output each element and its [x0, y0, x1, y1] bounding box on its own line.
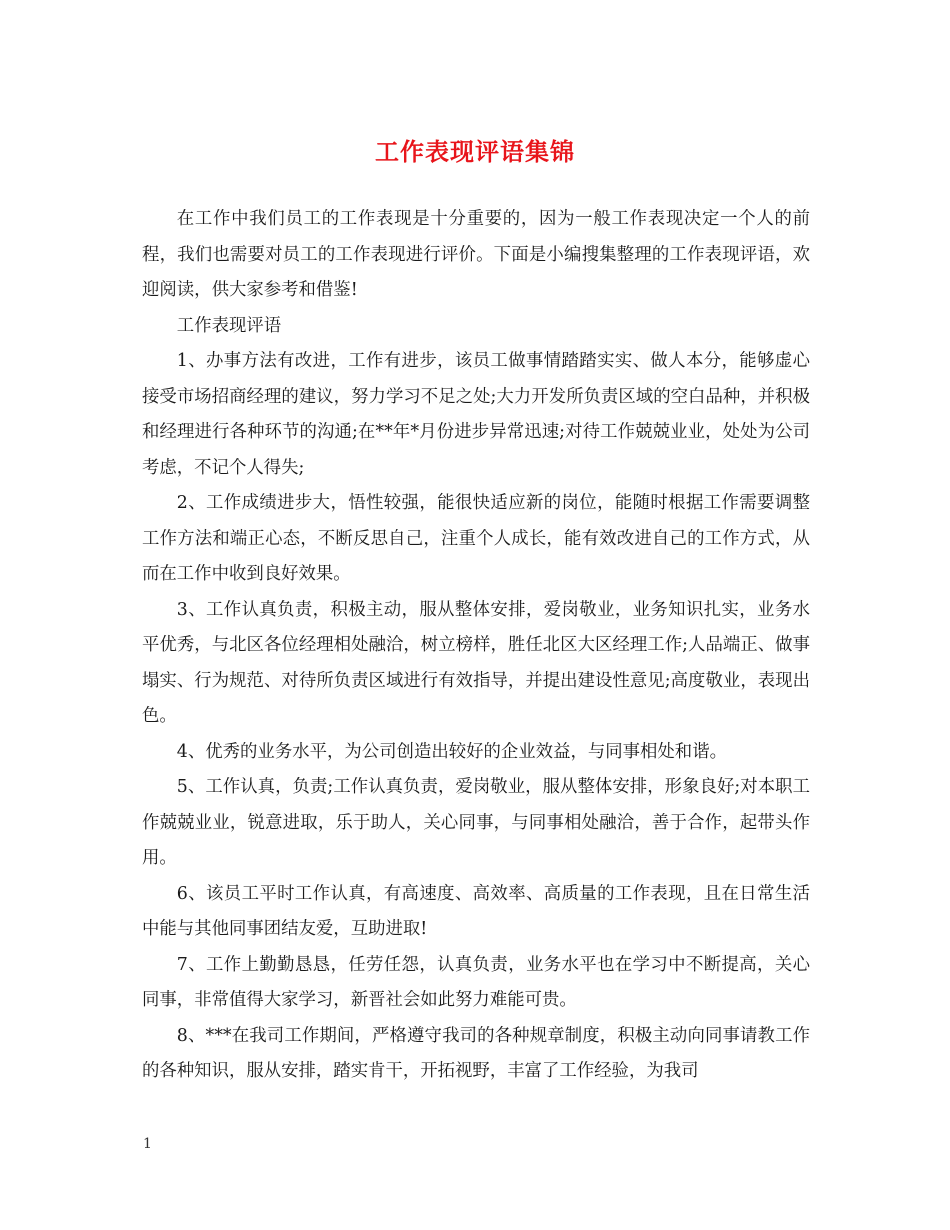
comment-paragraph-2: 2、工作成绩进步大，悟性较强，能很快适应新的岗位，能随时根据工作需要调整工作方法和端正心态，不断反思自己，注重个人成长，能有效改进自己的工作方式，从而在工作中收到良好效果。	[142, 493, 810, 584]
section-heading: 工作表现评语	[176, 315, 282, 336]
comment-paragraph-8: 8、***在我司工作期间，严格遵守我司的各种规章制度，积极主动向同事请教工作的各种知识，服从安排，踏实肯干，开拓视野，丰富了工作经验，为我司	[142, 1025, 810, 1081]
comment-paragraph-5: 5、工作认真，负责;工作认真负责，爱岗敬业，服从整体安排，形象良好;对本职工作兢兢业业，锐意进取，乐于助人，关心同事，与同事相处融洽，善于合作，起带头作用。	[142, 777, 810, 868]
comment-paragraph-6: 6、该员工平时工作认真，有高速度、高效率、高质量的工作表现，且在日常生活中能与其他同事团结友爱，互助进取!	[142, 883, 810, 939]
page-number: 1	[143, 1136, 152, 1152]
intro-paragraph: 在工作中我们员工的工作表现是十分重要的，因为一般工作表现决定一个人的前程，我们也需要对员工的工作表现进行评价。下面是小编搜集整理的工作表现评语，欢迎阅读，供大家参考和借鉴!	[142, 209, 810, 300]
comment-paragraph-3: 3、工作认真负责，积极主动，服从整体安排，爱岗敬业，业务知识扎实，业务水平优秀，与北区各位经理相处融洽，树立榜样，胜任北区大区经理工作;人品端正、做事塌实、行为规范、对待所负责区域进行有效指导，并提出建设性意见;高度敬业，表现出色。	[142, 599, 810, 726]
comment-paragraph-4: 4、优秀的业务水平，为公司创造出较好的企业效益，与同事相处和谐。	[176, 741, 727, 762]
comment-paragraph-7: 7、工作上勤勤恳恳，任劳任怨，认真负责，业务水平也在学习中不断提高，关心同事，非常值得大家学习，新晋社会如此努力难能可贵。	[142, 954, 810, 1010]
document-body	[142, 202, 810, 1090]
comment-paragraph-1: 1、办事方法有改进，工作有进步，该员工做事情踏踏实实、做人本分，能够虚心接受市场招商经理的建议，努力学习不足之处;大力开发所负责区域的空白品种，并积极和经理进行各种环节的沟通;在**年*月份进步异常迅速;对待工作兢兢业业，处处为公司考虑，不记个人得失;	[142, 351, 810, 478]
document-title: 工作表现评语集锦	[375, 137, 575, 166]
